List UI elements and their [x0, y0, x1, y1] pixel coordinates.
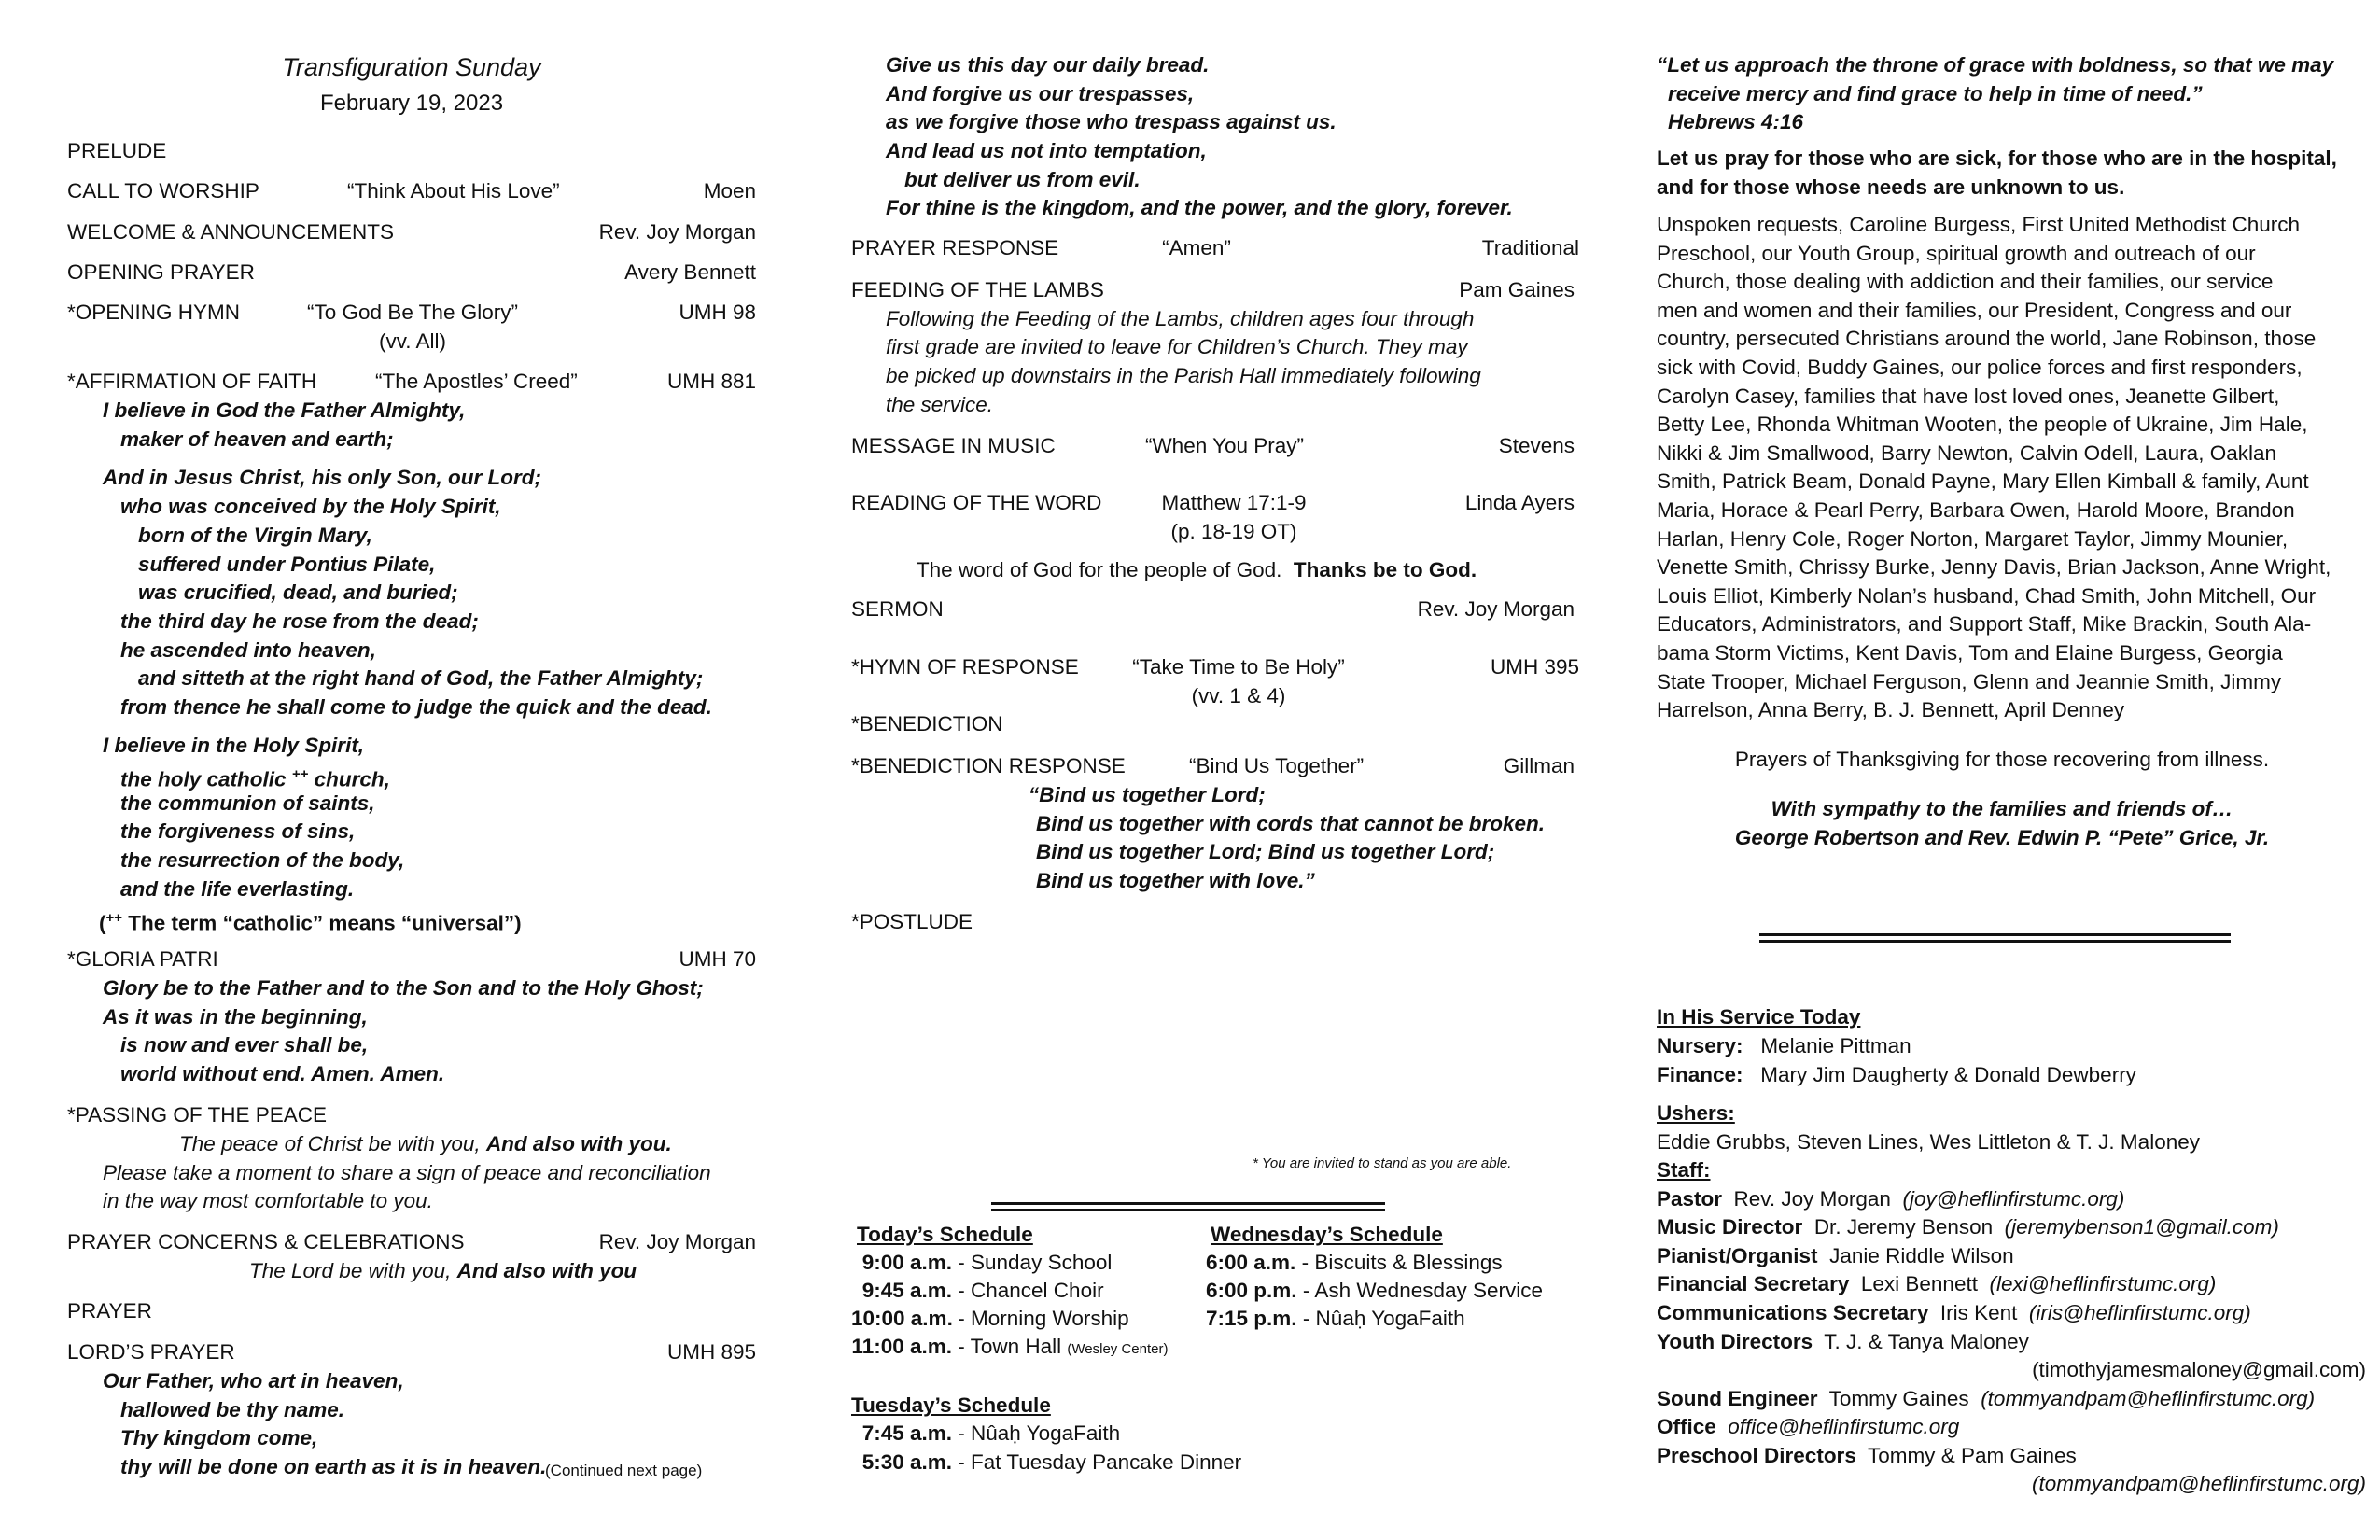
prayer-request-line: Unspoken requests, Caroline Burgess, First United Methodist Church: [1657, 213, 2301, 236]
service-heading: In His Service Today: [1657, 1005, 1861, 1029]
scripture-verse: “Let us approach the throne of grace with boldness, so that we may: [1657, 53, 2334, 77]
wednesday-schedule-heading: Wednesday’s Schedule: [1211, 1223, 1443, 1246]
opening-hymn-label: *OPENING HYMN: [67, 301, 241, 324]
welcome-label: WELCOME & ANNOUNCEMENTS: [67, 220, 395, 244]
sermon-credit: Rev. Joy Morgan: [1417, 597, 1575, 621]
prayer-label: PRAYER: [67, 1299, 152, 1323]
opening-hymn-title: “To God Be The Glory”: [307, 301, 518, 324]
nursery-row: Nursery: Melanie Pittman: [1657, 1034, 1911, 1057]
sympathy-line: With sympathy to the families and friends of…: [1771, 797, 2233, 820]
prayer-and-staff-column: [1657, 0, 2366, 1540]
gloria-line: Glory be to the Father and to the Son and to the Holy Ghost;: [103, 976, 704, 1000]
creed-footnote: (++ The term “catholic” means “universal”): [99, 910, 522, 935]
schedule-item: 10:00 a.m. - Morning Worship: [851, 1307, 1129, 1330]
prayer-request-line: Harrelson, Anna Berry, B. J. Bennett, April Denney: [1657, 698, 2125, 721]
lambs-note: the service.: [886, 393, 994, 416]
prayer-response-title: “Amen”: [1162, 236, 1231, 259]
prayer-request-line: men and women and their families, our President, Congress and our: [1657, 299, 2292, 322]
lords-prayer-line: as we forgive those who trespass against us.: [886, 110, 1337, 133]
schedule-item: 6:00 p.m. - Ash Wednesday Service: [1206, 1279, 1544, 1302]
prayer-request-line: State Trooper, Michael Ferguson, Glenn and Jeannie Smith, Jimmy: [1657, 670, 2282, 693]
gloria-patri-label: *GLORIA PATRI: [67, 947, 218, 971]
lords-prayer-line: And lead us not into temptation,: [886, 139, 1207, 162]
finance-row: Finance: Mary Jim Daugherty & Donald Dewberry: [1657, 1063, 2136, 1086]
staff-row: Communications Secretary Iris Kent (iris@heflinfirstumc.org): [1657, 1301, 2251, 1324]
ushers-heading: Ushers:: [1657, 1101, 1735, 1125]
lords-prayer-line: Our Father, who art in heaven,: [103, 1369, 404, 1393]
peace-instruction: Please take a moment to share a sign of peace and reconciliation: [103, 1161, 711, 1184]
schedule-item: 7:15 p.m. - Nûaḥ YogaFaith: [1206, 1307, 1465, 1330]
feeding-lambs-credit: Pam Gaines: [1459, 278, 1575, 301]
opening-hymn-number: UMH 98: [679, 301, 756, 324]
opening-prayer-credit: Avery Bennett: [624, 260, 756, 284]
staff-heading: Staff:: [1657, 1158, 1711, 1182]
lords-prayer-number: UMH 895: [666, 1340, 756, 1364]
creed-line: born of the Virgin Mary,: [138, 524, 372, 547]
reading-label: READING OF THE WORD: [851, 491, 1102, 514]
lords-prayer-line: For thine is the kingdom, and the power, and the glory, forever.: [886, 196, 1513, 219]
section-divider: [991, 1202, 1385, 1211]
creed-line: and sitteth at the right hand of God, the Father Almighty;: [138, 666, 704, 690]
lambs-note: first grade are invited to leave for Children’s Church. They may: [886, 335, 1468, 358]
prayer-request-line: Nikki & Jim Smallwood, Barry Newton, Calvin Odell, Laura, Oaklan: [1657, 441, 2276, 465]
youth-email: (timothyjamesmaloney@gmail.com): [2032, 1358, 2366, 1381]
prayer-request-line: Betty Lee, Rhonda Whitman Wooten, the people of Ukraine, Jim Hale,: [1657, 413, 2308, 436]
lords-prayer-line: thy will be done on earth as it is in heaven.: [120, 1455, 547, 1478]
gloria-patri-number: UMH 70: [679, 947, 756, 971]
prayer-concerns-credit: Rev. Joy Morgan: [598, 1230, 756, 1253]
creed-line: was crucified, dead, and buried;: [138, 581, 458, 604]
sermon-label: SERMON: [851, 597, 944, 621]
schedule-item: 6:00 a.m. - Biscuits & Blessings: [1206, 1251, 1503, 1274]
affirmation-number: UMH 881: [666, 370, 756, 393]
benediction-response-title: “Bind Us Together”: [1189, 754, 1365, 777]
staff-row: Sound Engineer Tommy Gaines (tommyandpam@heflinfirstumc.org): [1657, 1387, 2316, 1410]
postlude-label: *POSTLUDE: [851, 910, 973, 933]
peace-instruction: in the way most comfortable to you.: [103, 1189, 433, 1212]
creed-line: the holy catholic ++ church,: [120, 766, 390, 791]
todays-schedule-heading: Today’s Schedule: [857, 1223, 1033, 1246]
order-of-worship-column: [67, 0, 756, 1540]
creed-line: who was conceived by the Holy Spirit,: [120, 495, 501, 518]
staff-row: Pianist/Organist Janie Riddle Wilson: [1657, 1244, 2014, 1267]
affirmation-label: *AFFIRMATION OF FAITH: [67, 370, 317, 393]
lambs-note: be picked up downstairs in the Parish Hall immediately following: [886, 364, 1481, 387]
preschool-email: (tommyandpam@heflinfirstumc.org): [2032, 1472, 2366, 1495]
prayer-request-line: Church, those dealing with addiction and their families, our service: [1657, 270, 2274, 293]
gloria-line: world without end. Amen. Amen.: [120, 1062, 445, 1085]
creed-line: I believe in God the Father Almighty,: [103, 399, 466, 422]
schedule-item: 5:30 a.m. - Fat Tuesday Pancake Dinner: [861, 1450, 1242, 1474]
service-date: February 19, 2023: [319, 91, 504, 116]
prayer-request-line: Maria, Horace & Pearl Perry, Barbara Owen, Harold Moore, Brandon: [1657, 498, 2295, 522]
section-divider: [1759, 933, 2231, 943]
scripture-reference: Hebrews 4:16: [1668, 110, 1804, 133]
hymn-response-verses: (vv. 1 & 4): [1191, 684, 1286, 707]
welcome-credit: Rev. Joy Morgan: [598, 220, 756, 244]
scripture-verse: receive mercy and find grace to help in time of need.”: [1668, 82, 2203, 105]
hymn-response-number: UMH 395: [1490, 655, 1579, 679]
benediction-lyric: Bind us together with cords that cannot be broken.: [1036, 812, 1546, 835]
creed-line: he ascended into heaven,: [120, 638, 376, 662]
ushers-names: Eddie Grubbs, Steven Lines, Wes Littleton & T. J. Maloney: [1657, 1130, 2200, 1154]
lords-prayer-line: Give us this day our daily bread.: [886, 53, 1210, 77]
schedule-item: 9:45 a.m. - Chancel Choir: [861, 1279, 1104, 1302]
thanksgiving-prayers: Prayers of Thanksgiving for those recovering from illness.: [1734, 748, 2270, 771]
message-music-credit: Stevens: [1498, 434, 1575, 457]
lords-prayer-label: LORD’S PRAYER: [67, 1340, 235, 1364]
prayer-request-line: Harlan, Henry Cole, Roger Norton, Margaret Taylor, Jimmy Mounier,: [1657, 527, 2289, 551]
prayer-request-line: Venette Smith, Chrissy Burke, Jenny Davis, Brian Jackson, Anne Wright,: [1657, 555, 2331, 579]
benediction-response-credit: Gillman: [1503, 754, 1575, 777]
call-to-worship-title: “Think About His Love”: [347, 179, 560, 203]
affirmation-title: “The Apostles’ Creed”: [375, 370, 578, 393]
creed-line: from thence he shall come to judge the quick and the dead.: [120, 695, 712, 719]
footnote-mark: ++: [291, 766, 309, 782]
creed-line: the communion of saints,: [120, 791, 375, 815]
benediction-label: *BENEDICTION: [851, 712, 1003, 735]
order-of-worship-continued-column: [851, 0, 1579, 1540]
staff-row: Preschool Directors Tommy & Pam Gaines: [1657, 1444, 2077, 1467]
opening-hymn-verses: (vv. All): [378, 329, 447, 353]
prayer-request-line: Preschool, our Youth Group, spiritual growth and outreach of our: [1657, 242, 2256, 265]
prayer-request-line: Educators, Administrators, and Support Staff, Mike Brackin, South Ala-: [1657, 612, 2312, 636]
hymn-response-title: “Take Time to Be Holy”: [1132, 655, 1345, 679]
prayer-request-line: bama Storm Victims, Kent Davis, Tom and Elaine Burgess, Georgia: [1657, 641, 2283, 665]
gloria-line: is now and ever shall be,: [120, 1033, 369, 1057]
reading-credit: Linda Ayers: [1464, 491, 1575, 514]
lords-prayer-line: hallowed be thy name.: [120, 1398, 345, 1421]
prayer-concerns-label: PRAYER CONCERNS & CELEBRATIONS: [67, 1230, 465, 1253]
passing-peace-label: *PASSING OF THE PEACE: [67, 1103, 327, 1127]
prayer-request-line: country, persecuted Christians around the world, Jane Robinson, those: [1657, 327, 2317, 350]
creed-line: the third day he rose from the dead;: [120, 609, 479, 633]
service-title: Transfiguration Sunday: [282, 53, 541, 81]
staff-row: Office office@heflinfirstumc.org: [1657, 1415, 1960, 1438]
reading-scripture: Matthew 17:1-9: [1161, 491, 1307, 514]
peace-line: The peace of Christ be with you, And also with you.: [179, 1132, 672, 1155]
call-to-worship-label: CALL TO WORSHIP: [67, 179, 259, 203]
staff-row: Pastor Rev. Joy Morgan (joy@heflinfirstumc.org): [1657, 1187, 2125, 1211]
prayer-request-line: sick with Covid, Buddy Gaines, our police forces and first responders,: [1657, 356, 2303, 379]
schedule-item: 9:00 a.m. - Sunday School: [861, 1251, 1113, 1274]
prelude-label: PRELUDE: [67, 139, 167, 162]
opening-prayer-label: OPENING PRAYER: [67, 260, 255, 284]
continued-note: (Continued next page): [545, 1462, 703, 1479]
schedule-item: 7:45 a.m. - Nûaḥ YogaFaith: [861, 1421, 1121, 1445]
hymn-response-label: *HYMN OF RESPONSE: [851, 655, 1079, 679]
prayer-response-credit: Traditional: [1481, 236, 1579, 259]
creed-line: suffered under Pontius Pilate,: [138, 553, 436, 576]
prayer-request-line: Carolyn Casey, families that have lost loved ones, Jeanette Gilbert,: [1657, 385, 2280, 408]
lambs-note: Following the Feeding of the Lambs, children ages four through: [886, 307, 1475, 330]
benediction-response-label: *BENEDICTION RESPONSE: [851, 754, 1126, 777]
prayer-request-line: Smith, Patrick Beam, Donald Payne, Mary Ellen Kimball & family, Aunt: [1657, 469, 2309, 493]
lords-prayer-line: but deliver us from evil.: [904, 168, 1141, 191]
prayer-intro: and for those whose needs are unknown to us.: [1657, 175, 2125, 199]
concerns-response: The Lord be with you, And also with you: [249, 1259, 637, 1282]
tuesday-schedule-heading: Tuesday’s Schedule: [851, 1393, 1051, 1417]
sympathy-names: George Robertson and Rev. Edwin P. “Pete” Grice, Jr.: [1734, 826, 2270, 849]
staff-row: Youth Directors T. J. & Tanya Maloney: [1657, 1330, 2029, 1353]
benediction-lyric: Bind us together Lord; Bind us together Lord;: [1036, 840, 1495, 863]
staff-row: Financial Secretary Lexi Bennett (lexi@heflinfirstumc.org): [1657, 1272, 2217, 1295]
prayer-response-label: PRAYER RESPONSE: [851, 236, 1059, 259]
gloria-line: As it was in the beginning,: [103, 1005, 368, 1029]
prayer-request-line: Louis Elliot, Kimberly Nolan’s husband, Chad Smith, John Mitchell, Our: [1657, 584, 2317, 608]
benediction-lyric: Bind us together with love.”: [1036, 869, 1315, 892]
creed-line: and the life everlasting.: [120, 877, 355, 901]
creed-line: the forgiveness of sins,: [120, 819, 356, 843]
call-to-worship-credit: Moen: [703, 179, 756, 203]
staff-row: Music Director Dr. Jeremy Benson (jeremybenson1@gmail.com): [1657, 1215, 2279, 1239]
message-music-title: “When You Pray”: [1144, 434, 1305, 457]
benediction-lyric: “Bind us together Lord;: [1029, 783, 1266, 806]
prayer-intro: Let us pray for those who are sick, for those who are in the hospital,: [1657, 147, 2337, 170]
lords-prayer-line: And forgive us our trespasses,: [886, 82, 1195, 105]
reading-page: (p. 18-19 OT): [1170, 520, 1297, 543]
creed-line: And in Jesus Christ, his only Son, our Lord;: [103, 466, 542, 489]
creed-line: I believe in the Holy Spirit,: [103, 734, 365, 757]
creed-line: maker of heaven and earth;: [120, 427, 394, 451]
creed-line: the resurrection of the body,: [120, 848, 405, 872]
message-music-label: MESSAGE IN MUSIC: [851, 434, 1056, 457]
stand-note: * You are invited to stand as you are able.: [1253, 1155, 1512, 1171]
word-response: The word of God for the people of God. Thanks be to God.: [916, 558, 1477, 581]
lords-prayer-line: Thy kingdom come,: [120, 1426, 318, 1449]
schedule-item: 11:00 a.m. - Town Hall (Wesley Center): [851, 1335, 1169, 1358]
feeding-lambs-label: FEEDING OF THE LAMBS: [851, 278, 1104, 301]
